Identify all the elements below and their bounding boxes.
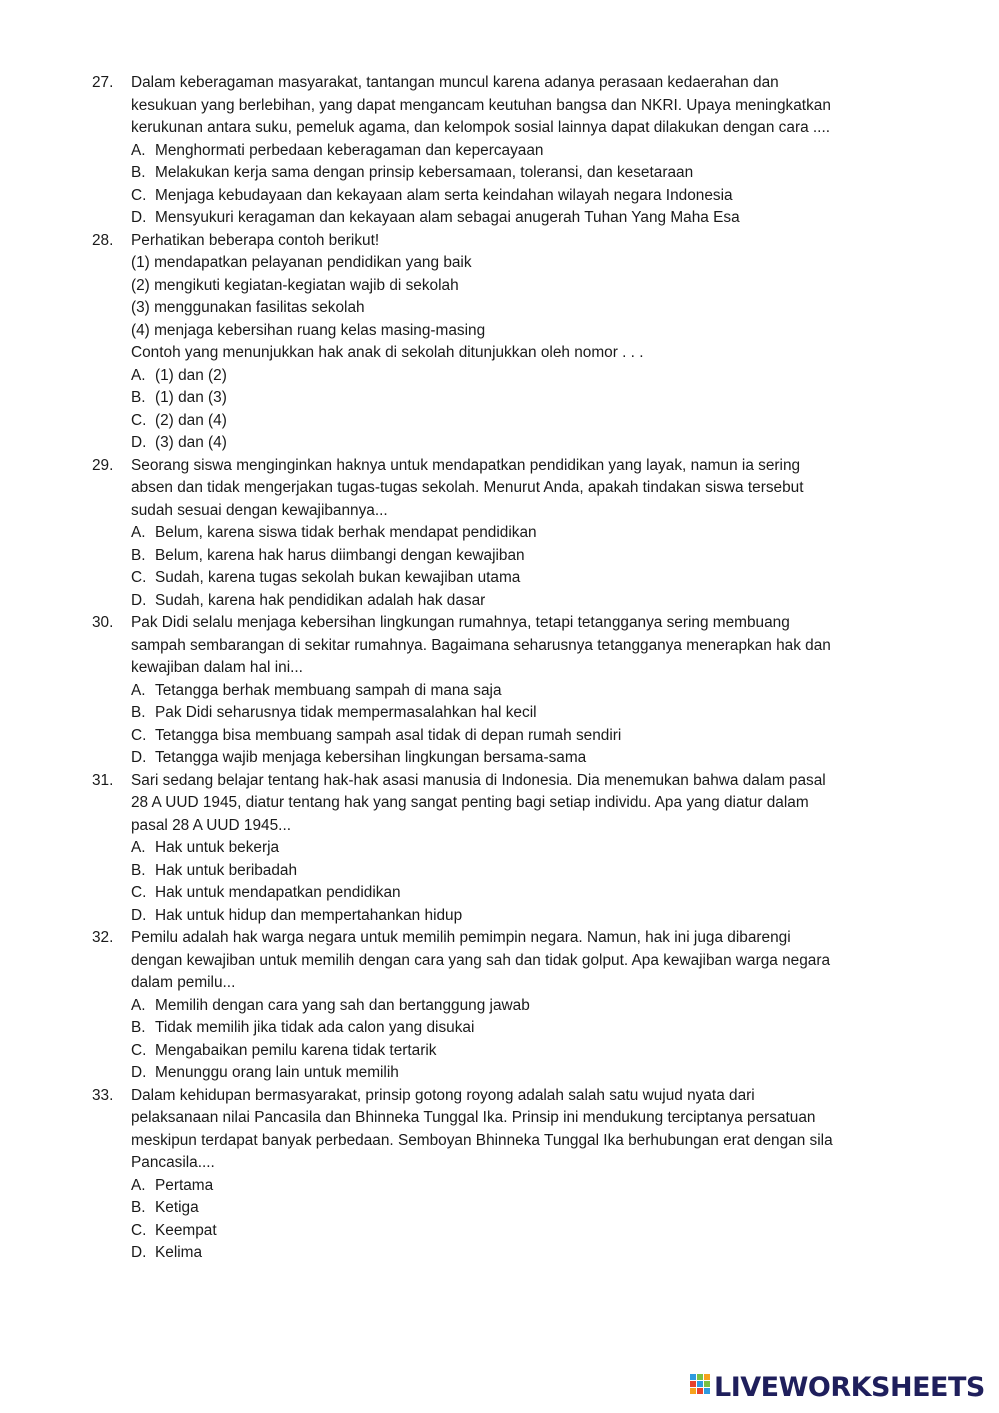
option-c[interactable] — [131, 725, 912, 748]
option-text: Hak untuk hidup dan mempertahankan hidup — [155, 906, 463, 924]
question-text: Pemilu adalah hak warga negara untuk memilih pemimpin negara. Namun, hak ini juga dibarengi — [131, 929, 791, 946]
option-d[interactable] — [131, 747, 912, 770]
option-letter: D. — [131, 749, 147, 766]
question-text: (2) mengikuti kegiatan-kegiatan wajib di sekolah — [131, 276, 459, 294]
option-text: Keempat — [155, 1221, 217, 1239]
option-letter: C. — [131, 569, 147, 586]
option-text: Tetangga wajib menjaga kebersihan lingkungan bersama-sama — [155, 749, 587, 766]
question-text: Sari sedang belajar tentang hak-hak asasi manusia di Indonesia. Dia menemukan bahwa dalam pasal — [131, 771, 826, 789]
option-text: Hak untuk beribadah — [155, 861, 298, 879]
question-text: meskipun terdapat banyak perbedaan. Semboyan Bhinneka Tunggal Ika berhubungan erat dengan sila — [131, 1131, 833, 1149]
question-text: (3) menggunakan fasilitas sekolah — [131, 299, 365, 316]
option-d[interactable] — [131, 590, 912, 613]
option-text: Belum, karena siswa tidak berhak mendapat pendidikan — [155, 524, 537, 541]
question-text: Pancasila.... — [131, 1154, 215, 1171]
option-letter: A. — [131, 141, 146, 159]
question-text: absen dan tidak mengerjakan tugas-tugas sekolah. Menurut Anda, apakah tindakan siswa tersebut — [131, 479, 804, 496]
option-letter: B. — [131, 861, 146, 879]
question-33 — [92, 1085, 912, 1265]
option-letter: C. — [131, 186, 147, 204]
brand-name: LIVEWORKSHEETS — [714, 1371, 985, 1403]
question-text: Dalam keberagaman masyarakat, tantangan muncul karena adanya perasaan kedaerahan dan — [131, 74, 779, 91]
question-number: 29. — [92, 456, 114, 474]
option-letter: D. — [131, 434, 147, 451]
question-text: 28 A UUD 1945, diatur tentang hak yang sangat penting bagi setiap individu. Apa yang diatur dalam — [131, 794, 809, 811]
question-text: (4) menjaga kebersihan ruang kelas masing-masing — [131, 321, 486, 339]
liveworksheets-logo[interactable] — [690, 1372, 985, 1402]
option-d[interactable] — [131, 905, 912, 928]
question-text: dengan kewajiban untuk memilih dengan cara yang sah dan tidak golput. Apa kewajiban warga negara — [131, 951, 831, 969]
option-a[interactable] — [131, 995, 912, 1018]
question-text: sampah sembarangan di sekitar rumahnya. Bagaimana seharusnya tetangganya menerapkan hak dan — [131, 636, 831, 654]
option-b[interactable] — [131, 860, 912, 883]
option-text: Tidak memilih jika tidak ada calon yang disukai — [155, 1019, 475, 1036]
option-a[interactable] — [131, 140, 912, 163]
option-text: Kelima — [155, 1244, 203, 1261]
option-c[interactable] — [131, 1040, 912, 1063]
option-text: Menunggu orang lain untuk memilih — [155, 1064, 399, 1081]
option-text: Sudah, karena hak pendidikan adalah hak dasar — [155, 591, 486, 609]
question-text: Perhatikan beberapa contoh berikut! — [131, 231, 380, 249]
option-a[interactable] — [131, 365, 912, 388]
option-d[interactable] — [131, 432, 912, 455]
option-letter: A. — [131, 996, 146, 1014]
option-letter: A. — [131, 681, 146, 699]
option-text: Menghormati perbedaan keberagaman dan kepercayaan — [155, 141, 544, 159]
question-text: pasal 28 A UUD 1945... — [131, 816, 291, 834]
option-letter: D. — [131, 591, 147, 609]
option-letter: C. — [131, 1041, 147, 1059]
option-a[interactable] — [131, 680, 912, 703]
option-text: Pertama — [155, 1176, 214, 1194]
option-text: Melakukan kerja sama dengan prinsip kebersamaan, toleransi, dan kesetaraan — [155, 164, 694, 181]
option-text: Memilih dengan cara yang sah dan bertanggung jawab — [155, 996, 530, 1014]
question-number: 27. — [92, 74, 114, 91]
option-b[interactable] — [131, 545, 912, 568]
option-text: Mengabaikan pemilu karena tidak tertarik — [155, 1041, 437, 1059]
option-b[interactable] — [131, 162, 912, 185]
option-letter: B. — [131, 704, 146, 721]
option-letter: A. — [131, 524, 146, 541]
question-32 — [92, 927, 912, 1085]
option-a[interactable] — [131, 1175, 912, 1198]
option-text: (2) dan (4) — [155, 411, 227, 429]
option-text: Tetangga bisa membuang sampah asal tidak di depan rumah sendiri — [155, 726, 622, 744]
option-text: Menjaga kebudayaan dan kekayaan alam serta keindahan wilayah negara Indonesia — [155, 186, 733, 204]
option-letter: D. — [131, 1244, 147, 1261]
option-c[interactable] — [131, 410, 912, 433]
option-b[interactable] — [131, 1017, 912, 1040]
option-letter: B. — [131, 389, 146, 406]
question-number: 32. — [92, 929, 114, 946]
question-text: Seorang siswa menginginkan haknya untuk mendapatkan pendidikan yang layak, namun ia sering — [131, 456, 801, 474]
option-c[interactable] — [131, 567, 912, 590]
option-c[interactable] — [131, 882, 912, 905]
option-text: Pak Didi seharusnya tidak mempermasalahkan hal kecil — [155, 704, 537, 721]
question-text: pelaksanaan nilai Pancasila dan Bhinneka Tunggal Ika. Prinsip ini mendukung terciptanya persatuan — [131, 1109, 816, 1126]
option-b[interactable] — [131, 387, 912, 410]
option-text: Belum, karena hak harus diimbangi dengan kewajiban — [155, 546, 525, 564]
option-letter: D. — [131, 209, 147, 226]
option-d[interactable] — [131, 207, 912, 230]
option-letter: B. — [131, 1199, 146, 1216]
option-c[interactable] — [131, 185, 912, 208]
worksheet-page — [92, 72, 912, 1265]
option-letter: D. — [131, 906, 147, 924]
question-text: Contoh yang menunjukkan hak anak di sekolah ditunjukkan oleh nomor . . . — [131, 344, 644, 361]
option-letter: C. — [131, 726, 147, 744]
option-letter: A. — [131, 839, 146, 856]
question-number: 33. — [92, 1086, 114, 1104]
question-text: kerukunan antara suku, pemeluk agama, dan kelompok sosial lainnya dapat dilakukan dengan cara .... — [131, 119, 831, 136]
option-d[interactable] — [131, 1242, 912, 1265]
option-text: (3) dan (4) — [155, 434, 227, 451]
option-text: Hak untuk bekerja — [155, 839, 280, 856]
liveworksheets-logo-icon — [690, 1374, 712, 1400]
option-letter: C. — [131, 411, 147, 429]
question-27 — [92, 72, 912, 230]
question-number: 31. — [92, 771, 114, 789]
question-text: (1) mendapatkan pelayanan pendidikan yang baik — [131, 254, 472, 271]
option-a[interactable] — [131, 837, 912, 860]
question-text: Pak Didi selalu menjaga kebersihan lingkungan rumahnya, tetapi tetangganya sering membuang — [131, 614, 790, 631]
option-letter: B. — [131, 164, 146, 181]
option-letter: B. — [131, 1019, 146, 1036]
option-c[interactable] — [131, 1220, 912, 1243]
option-letter: D. — [131, 1064, 147, 1081]
option-text: Mensyukuri keragaman dan kekayaan alam sebagai anugerah Tuhan Yang Maha Esa — [155, 209, 740, 226]
option-text: Sudah, karena tugas sekolah bukan kewajiban utama — [155, 569, 521, 586]
question-text: Dalam kehidupan bermasyarakat, prinsip gotong royong adalah salah satu wujud nyata dari — [131, 1086, 755, 1104]
question-number: 28. — [92, 231, 114, 249]
option-b[interactable] — [131, 702, 912, 725]
question-text: kesukuan yang berlebihan, yang dapat mengancam keutuhan bangsa dan NKRI. Upaya meningkatkan — [131, 96, 831, 114]
option-text: Ketiga — [155, 1199, 199, 1216]
question-text: kewajiban dalam hal ini... — [131, 659, 303, 676]
option-letter: A. — [131, 1176, 146, 1194]
question-31 — [92, 770, 912, 928]
option-text: Tetangga berhak membuang sampah di mana saja — [155, 681, 502, 699]
option-a[interactable] — [131, 522, 912, 545]
question-29 — [92, 455, 912, 613]
option-text: (1) dan (3) — [155, 389, 227, 406]
question-number: 30. — [92, 614, 114, 631]
option-letter: C. — [131, 884, 147, 901]
question-text: sudah sesuai dengan kewajibannya... — [131, 501, 388, 519]
option-text: Hak untuk mendapatkan pendidikan — [155, 884, 401, 901]
option-d[interactable] — [131, 1062, 912, 1085]
option-letter: B. — [131, 546, 146, 564]
option-b[interactable] — [131, 1197, 912, 1220]
question-30 — [92, 612, 912, 770]
option-text: (1) dan (2) — [155, 366, 227, 384]
option-letter: C. — [131, 1221, 147, 1239]
question-text: dalam pemilu... — [131, 974, 236, 991]
question-28 — [92, 230, 912, 455]
option-letter: A. — [131, 366, 146, 384]
